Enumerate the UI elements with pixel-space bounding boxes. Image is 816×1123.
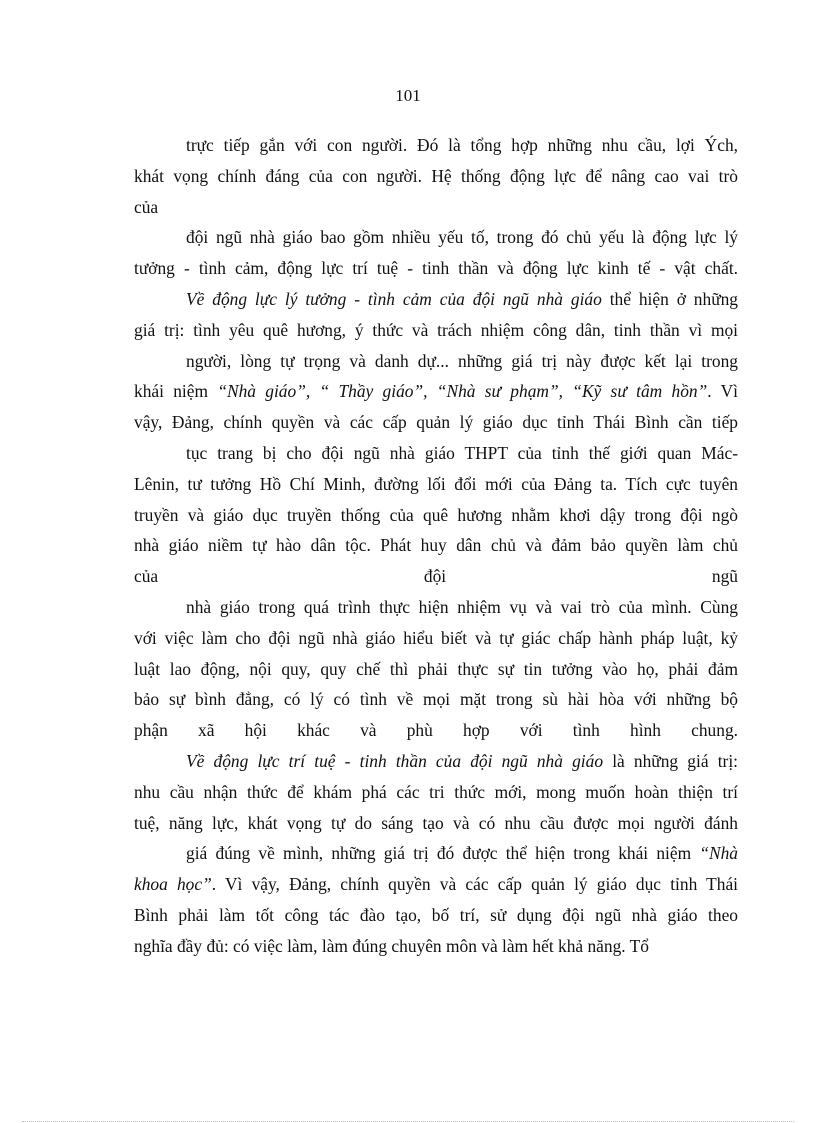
- text-line-9: [134, 376, 738, 407]
- text-line-23: tuệ, năng lực, khát vọng tự do sáng tạo và có nhu cầu được mọi người đánh: [134, 812, 738, 833]
- text-line-1: trực tiếp gắn với con người. Đó là tổng hợp những nhu cầu, lợi Ých,: [186, 135, 738, 155]
- page-number: 101: [395, 86, 421, 105]
- text-line-27: nghĩa đầy đủ: có việc làm, làm đúng chuyên môn và làm hết khả năng. Tổ: [134, 935, 649, 956]
- text-line-17: với việc làm cho đội ngũ nhà giáo hiểu biết và tự giác chấp hành pháp luật, kỷ: [134, 627, 738, 648]
- italic-concept-scientist-start: “Nhà: [699, 843, 738, 864]
- text-line-21-rest: là những giá trị:: [603, 750, 738, 771]
- text-line-18: luật lao động, nội quy, quy chế thì phải thực sự tin tưởng vào họ, phải đảm: [134, 658, 738, 679]
- text-line-14: nhà giáo niềm tự hào dân tộc. Phát huy dân chủ và đảm bảo quyền làm chủ: [134, 535, 738, 556]
- text-line-24: [134, 838, 738, 869]
- page-bottom-rule: [22, 1121, 794, 1122]
- text-line-9-rest: . Vì: [707, 381, 738, 402]
- text-line-12: Lênin, tư tưởng Hồ Chí Minh, đường lối đổi mới của Đảng ta. Tích cực tuyên: [134, 473, 738, 494]
- text-line-15: của đội ngũ: [134, 566, 738, 587]
- text-line-4: đội ngũ nhà giáo bao gồm nhiều yếu tố, trong đó chủ yếu là động lực lý: [186, 227, 738, 248]
- text-line-20: phận xã hội khác và phù hợp với tình hình chung.: [134, 720, 738, 741]
- text-line-3: của: [134, 196, 159, 217]
- text-line-26: Bình phải làm tốt công tác đào tạo, bố trí, sử dụng đội ngũ nhà giáo theo: [134, 904, 738, 925]
- body-text: [134, 130, 738, 962]
- text-line-9-start: khái niệm: [134, 381, 218, 402]
- text-line-25-rest: . Vì vậy, Đảng, chính quyền và các cấp quản lý giáo dục tỉnh Thái: [211, 874, 739, 895]
- italic-concept-scientist-end: khoa học”: [134, 874, 212, 895]
- text-line-2: khát vọng chính đáng của con người. Hệ thống động lực để nâng cao vai trò: [134, 165, 738, 186]
- text-line-19: bảo sự bình đẳng, có lý có tình về mọi mặt trong sù hài hòa với những bộ: [134, 689, 738, 710]
- text-line-13: truyền và giáo dục truyền thống của quê hương nhằm khơi dậy trong đội ngò: [134, 504, 738, 525]
- text-line-5: tưởng - tình cảm, động lực trí tuệ - tinh thần và động lực kinh tế - vật chất.: [134, 258, 738, 279]
- text-line-16: nhà giáo trong quá trình thực hiện nhiệm vụ và vai trò của mình. Cùng: [186, 596, 738, 617]
- italic-heading-intellect: Về động lực trí tuệ - tinh thần của đội ngũ nhà giáo: [186, 750, 604, 771]
- text-line-7: giá trị: tình yêu quê hương, ý thức và trách nhiệm công dân, tinh thần vì mọi: [134, 319, 738, 340]
- text-line-22: nhu cầu nhận thức để khám phá các tri thức mới, mong muốn hoàn thiện trí: [134, 781, 738, 802]
- italic-concepts: “Nhà giáo”, “ Thầy giáo”, “Nhà sư phạm”, “Kỹ sư tâm hồn”: [217, 381, 708, 402]
- text-line-6-rest: thể hiện ở những: [601, 288, 739, 309]
- italic-heading-ideal: Về động lực lý tưởng - tình cảm của đội ngũ nhà giáo: [186, 288, 602, 309]
- text-line-6: [134, 284, 738, 315]
- text-line-8: người, lòng tự trọng và danh dự... những giá trị này được kết lại trong: [186, 350, 738, 371]
- text-line-10: vậy, Đảng, chính quyền và các cấp quản lý giáo dục tỉnh Thái Bình cần tiếp: [134, 412, 738, 433]
- text-line-24-start: giá đúng về mình, những giá trị đó được thể hiện trong khái niệm: [186, 843, 700, 864]
- text-line-25: [134, 869, 738, 900]
- text-line-11: tục trang bị cho đội ngũ nhà giáo THPT của tỉnh thế giới quan Mác-: [186, 442, 738, 463]
- text-line-21: [134, 746, 738, 777]
